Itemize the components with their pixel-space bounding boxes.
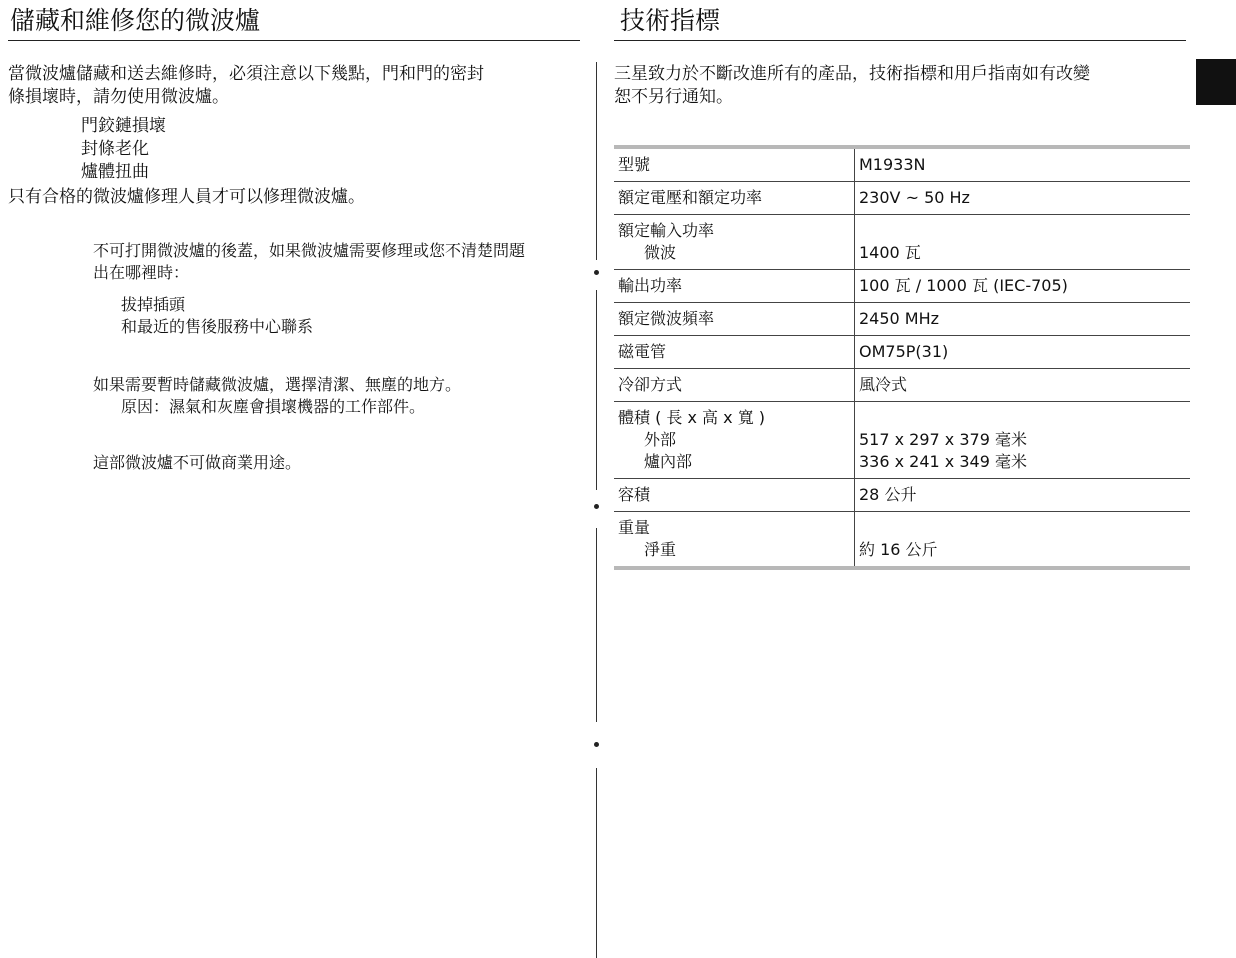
repair-steps	[121, 294, 313, 338]
storage-repair-title: 儲藏和維修您的微波爐	[10, 6, 261, 35]
spec-label	[614, 336, 855, 369]
commercial-use-note: 這部微波爐不可做商業用途。	[93, 453, 302, 472]
spec-row-cooling	[614, 369, 1190, 402]
spec-label-text: 重量	[618, 518, 651, 537]
spec-value	[855, 402, 1191, 479]
spec-label-text: 體積 ( 長 x 高 x 寬 )	[618, 408, 766, 427]
storage-intro-line-1: 當微波爐儲藏和送去維修時，必須注意以下幾點，門和門的密封	[8, 64, 484, 84]
spec-row-voltage	[614, 182, 1190, 215]
spec-row-output-power	[614, 270, 1190, 303]
spec-label	[614, 402, 855, 479]
damage-item-hinge: 門鉸鏈損壞	[81, 116, 166, 136]
spec-row-model	[614, 147, 1190, 182]
back-cover-warning	[93, 240, 525, 284]
spec-label-text: 冷卻方式	[618, 375, 683, 394]
specifications-title: 技術指標	[620, 6, 721, 35]
back-cover-warning-line-1: 不可打開微波爐的後蓋，如果微波爐需要修理或您不清楚問題	[93, 241, 526, 260]
spec-label	[614, 303, 855, 336]
spec-value-text: OM75P(31)	[859, 342, 949, 361]
specifications-title-rule	[614, 40, 1186, 41]
spec-value	[855, 336, 1191, 369]
spec-value-text: 28 公升	[859, 485, 917, 504]
spec-row-capacity	[614, 479, 1190, 512]
specifications-intro-line-1: 三星致力於不斷改進所有的產品，技術指標和用戶指南如有改變	[614, 64, 1090, 84]
spec-value-text: 100 瓦 / 1000 瓦 (IEC-705)	[859, 276, 1068, 295]
binding-dot-bottom	[594, 742, 599, 747]
spec-label-text: 磁電管	[618, 342, 667, 361]
spec-label-text: 容積	[618, 485, 651, 504]
spec-value-text: 約 16 公斤	[859, 540, 938, 559]
spec-value-text: 1400 瓦	[859, 243, 921, 262]
damage-item-seal: 封條老化	[81, 139, 149, 159]
title-rule	[8, 40, 580, 41]
spec-row-input-power	[614, 215, 1190, 270]
step-unplug: 拔掉插頭	[121, 295, 186, 314]
binding-line-top	[596, 62, 597, 260]
storage-reason: 原因：濕氣和灰塵會損壞機器的工作部件。	[121, 397, 426, 416]
spec-label	[614, 215, 855, 270]
spec-label-text: 額定電壓和額定功率	[618, 188, 763, 207]
spec-value	[855, 479, 1191, 512]
spec-value	[855, 369, 1191, 402]
spec-label	[614, 270, 855, 303]
spec-value-text: M1933N	[859, 155, 926, 174]
binding-line-lower	[596, 528, 597, 722]
spec-label-text: 額定微波頻率	[618, 309, 715, 328]
spec-label	[614, 182, 855, 215]
storage-intro	[8, 63, 484, 109]
spec-value	[855, 182, 1191, 215]
specifications-intro-line-2: 恕不另行通知。	[614, 87, 733, 107]
spec-label	[614, 369, 855, 402]
back-cover-warning-line-2: 出在哪裡時：	[93, 263, 190, 282]
binding-dot-top	[594, 270, 599, 275]
spec-row-weight	[614, 512, 1190, 569]
spec-value	[855, 147, 1191, 182]
spec-row-frequency	[614, 303, 1190, 336]
spec-value-text: 2450 MHz	[859, 309, 940, 328]
spec-sublabel-text: 外部	[644, 430, 677, 449]
spec-row-dimensions	[614, 402, 1190, 479]
section-tab-marker	[1196, 59, 1236, 105]
spec-value	[855, 512, 1191, 569]
step-contact-service: 和最近的售後服務中心聯系	[121, 317, 314, 336]
spec-value-text: 517 x 297 x 379 毫米	[859, 430, 1027, 449]
spec-sublabel-text: 淨重	[644, 540, 677, 559]
spec-value-text: 230V ~ 50 Hz	[859, 188, 970, 207]
spec-value-text: 336 x 241 x 349 毫米	[859, 452, 1027, 471]
specifications-intro	[614, 63, 1090, 109]
binding-line-bottom	[596, 768, 597, 958]
qualified-repair-note: 只有合格的微波爐修理人員才可以修理微波爐。	[8, 187, 365, 207]
spec-label	[614, 147, 855, 182]
spec-label-text: 額定輸入功率	[618, 221, 715, 240]
damage-list	[81, 115, 166, 184]
spec-sublabel-text: 微波	[644, 243, 677, 262]
spec-sublabel-text: 爐內部	[644, 452, 693, 471]
spec-label-text: 輸出功率	[618, 276, 683, 295]
spec-value	[855, 270, 1191, 303]
binding-line-upper	[596, 290, 597, 490]
spec-row-magnetron	[614, 336, 1190, 369]
storage-note: 如果需要暫時儲藏微波爐，選擇清潔、無塵的地方。	[93, 375, 462, 394]
spec-value	[855, 215, 1191, 270]
spec-value-text: 風冷式	[859, 375, 908, 394]
specifications-table	[614, 145, 1190, 570]
binding-dot-middle	[594, 504, 599, 509]
spec-value	[855, 303, 1191, 336]
damage-item-body: 爐體扭曲	[81, 162, 149, 182]
spec-label-text: 型號	[618, 155, 651, 174]
spec-label	[614, 479, 855, 512]
spec-label	[614, 512, 855, 569]
storage-intro-line-2: 條損壞時，請勿使用微波爐。	[8, 87, 229, 107]
